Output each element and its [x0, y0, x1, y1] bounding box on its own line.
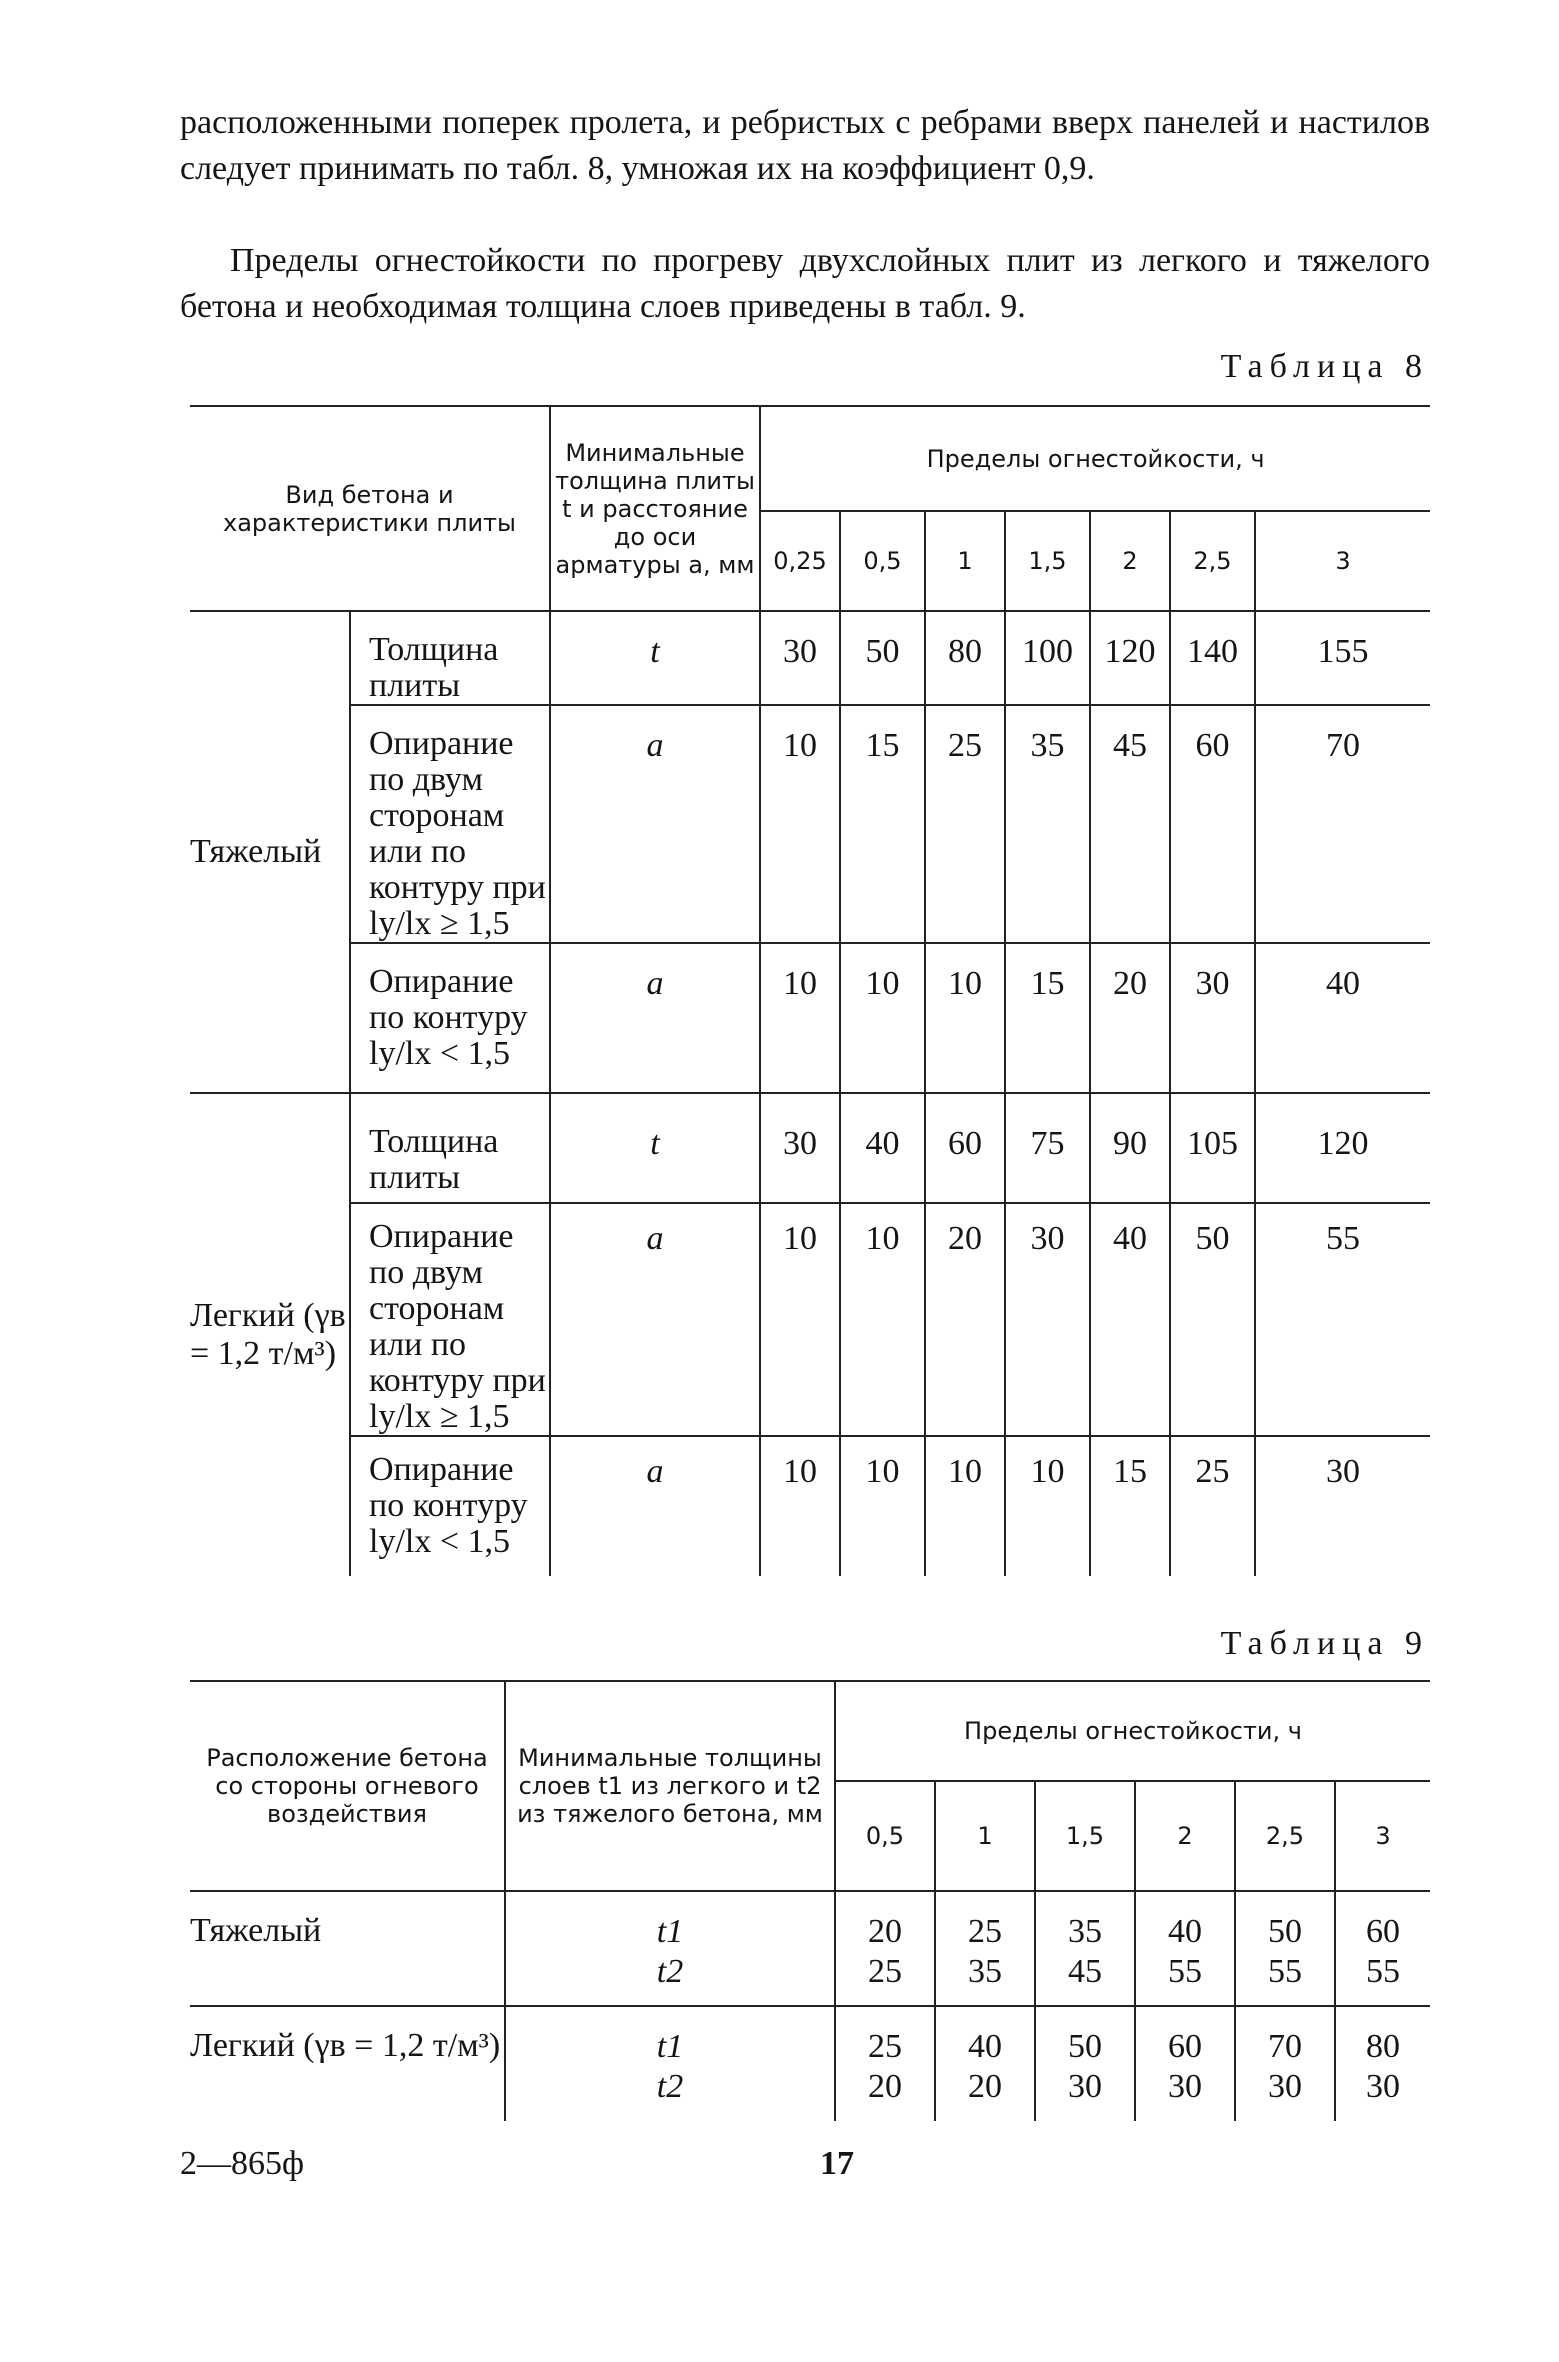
table8-cell: 100 [1005, 611, 1090, 705]
table9-col: 3 [1375, 1822, 1391, 1850]
table8-col: 2 [1090, 511, 1170, 611]
table9-cell: 40 55 [1135, 1891, 1235, 2006]
table9-cell: 70 30 [1235, 2006, 1335, 2121]
table8-cell: 120 [1090, 611, 1170, 705]
table8-row [190, 1203, 1430, 1436]
table9-col: 2 [1135, 1781, 1235, 1891]
table9-caption: Таблица 9 [1220, 1625, 1429, 1662]
table8-cell: 10 [925, 1436, 1005, 1576]
table8-cell: 25 [1170, 1436, 1255, 1576]
table9-col: 0,5 [835, 1781, 935, 1891]
table8-cell: 80 [925, 611, 1005, 705]
table8-cell: 90 [1090, 1093, 1170, 1203]
table9-col: 2,5 [1235, 1781, 1335, 1891]
table8-head-type: Вид бетона и характеристики плиты [190, 406, 550, 611]
table8-row-desc: Опирание по контуру ly/lx < 1,5 [350, 943, 550, 1093]
table8-cell: 70 [1326, 727, 1361, 764]
table8-cell: 30 [1170, 943, 1255, 1093]
table8-row [190, 1436, 1430, 1576]
table8-cell: 10 [760, 943, 840, 1093]
table8-row-symbol: a [550, 1203, 760, 1436]
table8-cell: 120 [1317, 1125, 1369, 1162]
table8-col: 3 [1335, 547, 1351, 575]
table9-row-name: Тяжелый [190, 1891, 505, 2006]
table8-col: 0,25 [760, 511, 840, 611]
table8-row [190, 943, 1430, 1093]
table8-cell: 30 [760, 1093, 840, 1203]
table8-head-limits: Пределы огнестойкости, ч [760, 406, 1430, 511]
table8-cell: 20 [925, 1203, 1005, 1436]
table8-cell: 75 [1005, 1093, 1090, 1203]
table9-cell: 25 35 [935, 1891, 1035, 2006]
table8-cell: 10 [760, 1436, 840, 1576]
table8-row-desc: Опирание по двум сторонам или по контуру при ly/lx ≥ 1,5 [350, 705, 550, 943]
table9-cell: 50 30 [1035, 2006, 1135, 2121]
table8-cell: 30 [760, 611, 840, 705]
table8-group-heavy: Тяжелый [190, 611, 350, 1093]
table9-row-name: Легкий (γв = 1,2 т/м³) [190, 2006, 505, 2121]
table9-col: 1 [935, 1781, 1035, 1891]
table8-header-row [190, 406, 1430, 511]
table8-group-light: Легкий (γв = 1,2 т/м³) [190, 1093, 350, 1576]
table8-cell: 55 [1326, 1220, 1361, 1257]
table8-cell: 15 [840, 705, 925, 943]
table8-cell: 40 [840, 1093, 925, 1203]
table9-cell: 20 25 [835, 1891, 935, 2006]
table8-cell: 10 [840, 1436, 925, 1576]
table8-cell: 10 [840, 943, 925, 1093]
table9-head-limits: Пределы огнестойкости, ч [835, 1681, 1430, 1781]
table8-cell: 40 [1090, 1203, 1170, 1436]
table9-cell: 60 30 [1135, 2006, 1235, 2121]
table8-row-desc: Опирание по двум сторонам или по контуру при ly/lx ≥ 1,5 [350, 1203, 550, 1436]
table8-cell: 10 [1005, 1436, 1090, 1576]
table9-cell: 60 55 [1366, 1913, 1400, 1990]
table8-cell: 60 [1170, 705, 1255, 943]
table9-cell: 80 30 [1366, 2028, 1400, 2105]
table8-cell: 60 [925, 1093, 1005, 1203]
table8-cell: 50 [1170, 1203, 1255, 1436]
table8-cell: 10 [925, 943, 1005, 1093]
table8-row-symbol: a [550, 1436, 760, 1576]
table8-cell: 10 [840, 1203, 925, 1436]
table9 [190, 1680, 1430, 2121]
table9-cell: 40 20 [935, 2006, 1035, 2121]
table9-row-symbols: t1 t2 [505, 1891, 835, 2006]
table8-caption: Таблица 8 [1220, 348, 1429, 385]
table9-col: 1,5 [1035, 1781, 1135, 1891]
table8-cell: 50 [840, 611, 925, 705]
table9-cell: 25 20 [835, 2006, 935, 2121]
table8-cell: 15 [1090, 1436, 1170, 1576]
table8-cell: 10 [760, 705, 840, 943]
table9-cell: 35 45 [1035, 1891, 1135, 2006]
table9-row-light [190, 2006, 1430, 2121]
table9-head-min: Минимальные толщины слоев t1 из легкого и t2 из тяжелого бетона, мм [505, 1681, 835, 1891]
table8-cell: 35 [1005, 705, 1090, 943]
table8-row [190, 1093, 1430, 1203]
table8-row-desc: Опирание по контуру ly/lx < 1,5 [350, 1436, 550, 1576]
table8-cell: 30 [1005, 1203, 1090, 1436]
table8-row-symbol: t [550, 611, 760, 705]
table8-row-symbol: t [550, 1093, 760, 1203]
table8-row-desc: Толщина плиты [350, 611, 550, 705]
table8-cell: 30 [1326, 1453, 1361, 1490]
table9-cell: 50 55 [1235, 1891, 1335, 2006]
table8-row-symbol: a [550, 943, 760, 1093]
table9-head-location: Расположение бетона со стороны огневого воздействия [190, 1681, 505, 1891]
table8-row [190, 705, 1430, 943]
table8-cell: 40 [1326, 965, 1361, 1002]
table8-cell: 15 [1005, 943, 1090, 1093]
page-number: 17 [820, 2145, 854, 2182]
table8-cell: 45 [1090, 705, 1170, 943]
table8-cell: 105 [1170, 1093, 1255, 1203]
table8-cell: 155 [1317, 633, 1369, 670]
intro-paragraph-1: расположенными поперек пролета, и ребристых с ребрами вверх панелей и настилов следует принимать по табл. 8, умножая их на коэффициент 0,9. [180, 104, 1430, 187]
table8-col: 1 [925, 511, 1005, 611]
table8-row-desc: Толщина плиты [350, 1093, 550, 1203]
table8-head-min: Минимальные толщина плиты t и расстояние до оси арматуры a, мм [550, 406, 760, 611]
table8 [190, 405, 1430, 1576]
footer-sheet-code: 2—865ф [180, 2145, 305, 2182]
table9-row-heavy [190, 1891, 1430, 2006]
table8-col: 1,5 [1005, 511, 1090, 611]
table9-row-symbols: t1 t2 [505, 2006, 835, 2121]
table8-cell: 140 [1170, 611, 1255, 705]
table8-row [190, 611, 1430, 705]
intro-paragraph-2: Пределы огнестойкости по прогреву двухслойных плит из легкого и тяжелого бетона и необходимая толщина слоев приведены в табл. 9. [180, 242, 1430, 325]
table8-row-symbol: a [550, 705, 760, 943]
table8-cell: 10 [760, 1203, 840, 1436]
table8-col: 2,5 [1170, 511, 1255, 611]
table8-cell: 20 [1090, 943, 1170, 1093]
table8-cell: 25 [925, 705, 1005, 943]
table8-col: 0,5 [840, 511, 925, 611]
table9-header-row [190, 1681, 1430, 1781]
